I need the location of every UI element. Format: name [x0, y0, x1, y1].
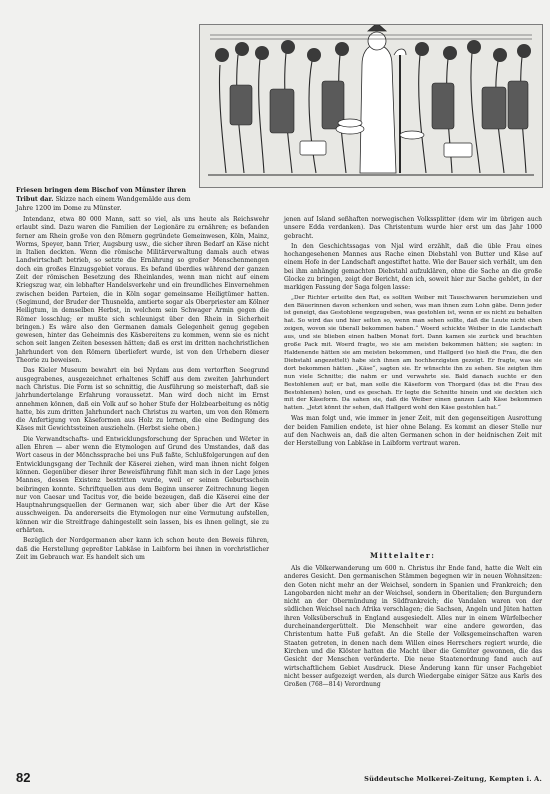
paragraph: Das Kieler Museum bewahrt ein bei Nydam aus dem vertorften Seegrund ausgegrabenes, ausgezeichnet erhaltenes Schiff aus dem zweiten Jahrhundert nach Christus. Die Form ist so schnittig, die Ausführung so meisterhaft, daß sie jahrhundertelange Erfahrung voraussetzt. Man wird doch nicht im Ernst annehmen können, daß ein Volk auf so hoher Stufe der Holzbearbeitung es nötig hatte, bis zum dritten Jahrhundert nach Christus zu warten, um von den Römern die Anfertigung von Käseformen aus Holz zu lernen, die eine Bedingung des Käses mit Gewichtssteinen auszieheln. (Herbst siehe oben.): [16, 367, 269, 433]
paragraph: Was man folgt und, wie immer in jener Zeit, mit den gegenseitigen Ausrottung der beiden Familien endete, ist hier ohne Belang. Es kommt an dieser Stelle nur auf den Nachweis an, daß die alten Germanen schon in der heidnischen Zeit mit der Herstellung von Labkäse in Laibform vertraut waren.: [284, 415, 542, 448]
paragraph: Intendanz, etwa 80 000 Mann, satt so viel, als uns heute als Reichswehr erlaubt sind. Dazu waren die Familien der Legionäre zu ernähren; es befanden ferner am Rhein große von den Römern gegründete Gemeinwesen, Köln, Mainz, Worms, Speyer, bann Trier, Augsburg usw., die sicher ihren Bedarf an Käse nicht in Italien deckten. Wenn die römische Militärverwaltung damals auch etwas Landwirtschaft betrieb, so setzte die Ernährung so großer Menschenmengen doch ein großes Einzugsgebiet voraus. Es befand überdies während der ganzen Zeit der römischen Besetzung des Rheinlandes, wenn man nicht auf einem Kriegszug war, ein lebhafter Handelsverkehr und ein freundliches Einvernehmen zwischen beiden Parteien, die in Köln sogar gemeinsame Heiligtümer hatten. (Segimund, der Bruder der Thusnelda, amtierte sogar als Oberpriester am Kölner Heiligtum, in demselben Herbst, in welchem sein Schwager Armin gegen die Römer losschlug; er mußte sich schleunigst über den Rhein in Sicherheit bringen.) Es wäre also den Germanen damals Gelegenheit genug gegeben gewesen, hinter das Geheimnis des Käsbereitens zu kommen, wenn sie es nicht schon seit langen Zeiten besessen hätten; daß es erst im dritten nachchristlichen Jahrhundert von den Römern überliefert wurde, ist von den Urhebern dieser Theorie zu beweisen.: [16, 216, 269, 365]
right-column-bottom: [284, 565, 542, 691]
paragraph: In den Geschichtssagas von Njal wird erzählt, daß die üble Frau eines hochangesehenen Mannes aus Rache einen Diebstahl von Butter und Käse auf einem Hofe in der Landschaft angestiftet hatte. Wie der Bauer sich verhält, um den bei ihm anhängig gemachten Diebstahl aufzuklären, ohne die Sache an die große Glocke zu bringen, zeigt der Bericht, den ich, soweit hier zur Sache gehört, in der markigen Fassung der Saga folgen lasse:: [284, 242, 542, 292]
caption-rest: Skizze nach einem Wandgemälde aus dem Jahre 1200 im Dome zu Münster.: [16, 195, 191, 212]
section-heading: Mittelalter:: [370, 551, 436, 560]
fresco-illustration: [199, 24, 543, 188]
paragraph: Als die Völkerwanderung um 600 n. Christus ihr Ende fand, hatte die Welt ein anderes Gesicht. Den germanischen Stämmen begegnen wir in neuen Wohnsitzen: den Goten nicht mehr an der Weichsel, sondern in Spanien und Frankreich; den Langobarden nicht mehr an der Weichsel, sondern in Oberitalien; den Burgundern nicht an der Obermündung in Südfrankreich; die Vandalen waren von der südlichen Weichsel nach Afrika verschlagen; die Sachsen, Angeln und Jüten hatten ihren Volksüberschuß in England ausgesiedelt. Alles nur in einem Würfelbecher durcheinandergerüttelt. Die Menschheit war eine andere geworden, das Christentum hatte Fuß gefaßt. An die Stelle der Volksgemeinschaften waren Staaten getreten, in denen nach dem Willen eines Herrschers regiert wurde, die Kirchen und die Klöster hatten die Macht über die Gemüter gewonnen, die das Gesicht der Menschen veränderte. Die neue Staatenordnung fand auch auf wirtschaftlichem Gebiet Ausdruck. Diese Änderung kann für unser Fachgebiet nicht besser aufgezeigt werden, als durch Wiedergabe einiger Sätze aus Karls des Großen (768—814) Verordnung: [284, 565, 542, 689]
page-number: 82: [16, 770, 31, 785]
caption-bold: Friesen bringen dem Bischof von Münster ihren Tribut dar.: [16, 187, 186, 203]
publication-footer: Süddeutsche Molkerei-Zeitung, Kempten i. A.: [364, 775, 542, 783]
fresco-drawing: [200, 25, 542, 187]
illustration-caption: [16, 187, 194, 213]
paragraph: Bezüglich der Nordgermanen aber kann ich schon heute den Beweis führen, daß die Herstellung gepreßter Labkäse in Laibform bei ihnen in vorchristlicher Zeit im Gebrauch war. Es handelt sich um: [16, 537, 269, 561]
paragraph: jenen auf Island seßhaften norwegischen Volkssplitter (dem wir im übrigen auch unsere Edda verdanken). Das Christentum wurde hier erst um das Jahr 1000 gebracht.: [284, 216, 542, 240]
paragraph: Die Verwandtschafts- und Entwicklungsforschung der Sprachen und Wörter in allen Ehren — aber wenn die Etymologen auf Grund des Umstandes, daß das Wort caseus in der Mönchssprache bei uns Fuß faßte, Schlußfolgerungen auf den Entwicklungsgang der Technik der Käserei ziehen, wird man ihnen nicht folgen können. Gegenüber dieser ihrer Beweisführung fühlt man sich in der Lage jenes Mannes, dessen Existenz bestritten wurde, weil er seinen Geburtsschein beibringen konnte. Schriftquellen aus dem Beginn unserer Zeitrechnung liegen nur von Caesar und Tacitus vor, die beide bezeugen, daß die Käserei eine der Hauptnahrungsquellen der Germanen war, sich aber über die Art der Käse ausschweigen. Da andererseits die Etymologen nur eine Vermutung aufstellen, können wir die Streitfrage dahingestellt sein lassen, bis es ihnen gelingt, sie zu erhärten.: [16, 435, 269, 534]
right-column-top: [284, 216, 542, 450]
saga-quote: „Der Richter erteilte den Rat, es sollten Weiber mit Tauschwaren herumziehen und den Bäuerinnen davon schenken und sehen, was man ihnen zum Lohn gäbe. Denn jeder ist geneigt, das Gestohlene wegzugeben, was gestohlen ist, wenn er es nicht zu behalten hat. So wird das und hier selten so, wenn man sehen sollte, daß die Leute nicht eben zeigen, wovon sie überall bekommen haben.“ Woerd schickte Weiber in die Landschaft aus, und sie blieben einen halben Monat fort. Dann kamen sie zurück und brachten große Pack mit. Woerd fragte, wo sie am meisten bekommen hätten; sie sagten: in Haldenende hätten sie am meisten bekommen, und Hallgerd (so hieß die Frau, die den Diebstahl angezettelt) habe sich ihnen am hochherzigsten gezeigt. Er fragte, was sie dort bekommen hätten. „Käse“, sagten sie. Er wünschte ihn zu sehen. Sie zeigten ihm nun viele Schnitte; die nahm er und verwahrte sie. Bald danach suchte er den Bestohlenen auf; er bat, man solle die Käseform von Thorgard (das ist die Frau des Bestohlenen) holen, und es geschah. Er legte die Schnitte hinein und sie deckten sich mit der Käseform. Da sahen sie, daß die Weiber einen ganzen Laib Käse bekommen hatten. „Jetzt könnt ihr sehen, daß Hallgerd wohl den Käse gestohlen hat.“: [284, 294, 542, 412]
left-column: [16, 216, 269, 564]
